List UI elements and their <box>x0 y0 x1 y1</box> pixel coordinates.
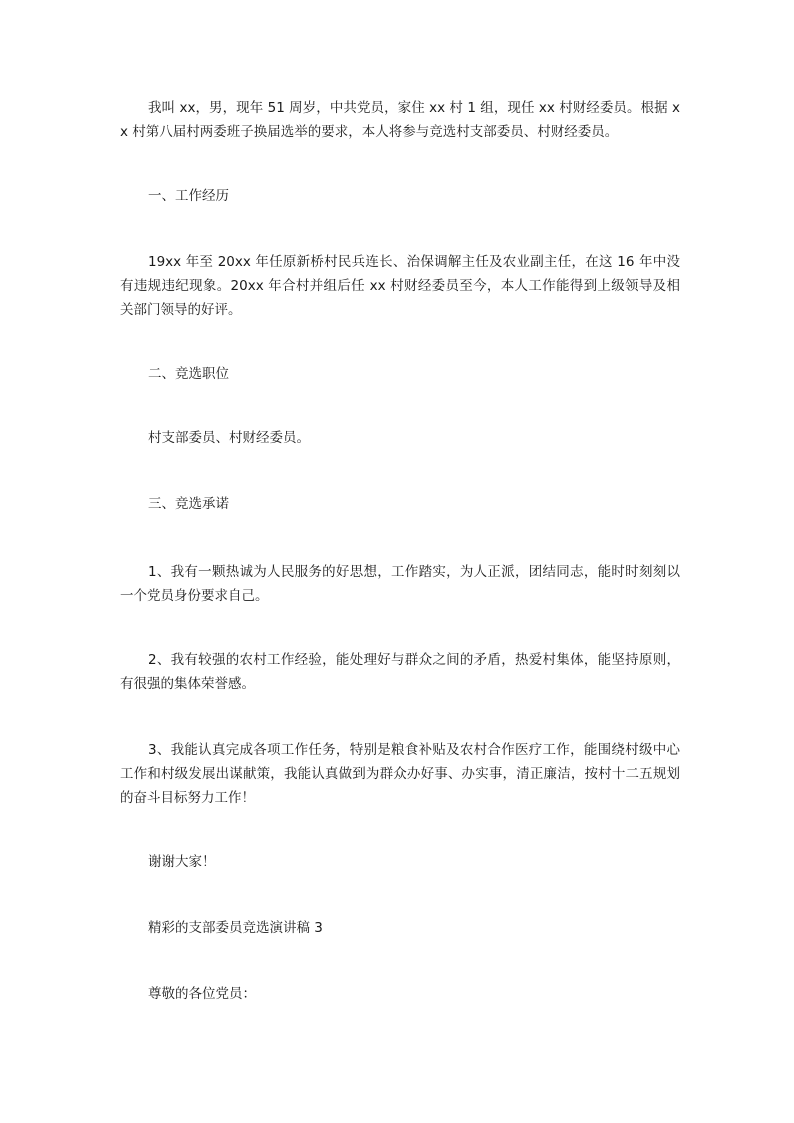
work-experience-paragraph: 19xx 年至 20xx 年任原新桥村民兵连长、治保调解主任及农业副主任，在这 16 年中没有违规违纪现象。20xx 年合村并组后任 xx 村财经委员至今，本人工作能得到上级领导及相关部门领导的好评。 <box>120 254 680 318</box>
promise-item-1: 1、我有一颗热诚为人民服务的好思想，工作踏实，为人正派，团结同志，能时时刻刻以一个党员身份要求自己。 <box>120 564 680 604</box>
promise-item-3: 3、我能认真完成各项工作任务，特别是粮食补贴及农村合作医疗工作，能围绕村级中心工作和村级发展出谋献策，我能认真做到为群众办好事、办实事，清正廉洁，按村十二五规划的奋斗目标努力工作！ <box>120 742 680 806</box>
thanks-paragraph: 谢谢大家！ <box>148 854 216 870</box>
promise-item-2: 2、我有较强的农村工作经验，能处理好与群众之间的矛盾，热爱村集体，能坚持原则，有很强的集体荣誉感。 <box>120 652 680 692</box>
position-paragraph: 村支部委员、村财经委员。 <box>148 430 310 446</box>
section-heading-promises: 三、竞选承诺 <box>148 496 229 512</box>
section-heading-work-experience: 一、工作经历 <box>148 188 229 204</box>
next-speech-title: 精彩的支部委员竞选演讲稿 3 <box>148 920 323 936</box>
salutation-paragraph: 尊敬的各位党员： <box>148 986 256 1002</box>
intro-paragraph: 我叫 xx，男，现年 51 周岁，中共党员，家住 xx 村 1 组，现任 xx 村财经委员。根据 xx 村第八届村两委班子换届选举的要求，本人将参与竞选村支部委员、村财经委员。 <box>120 100 680 140</box>
section-heading-position: 二、竞选职位 <box>148 366 229 382</box>
